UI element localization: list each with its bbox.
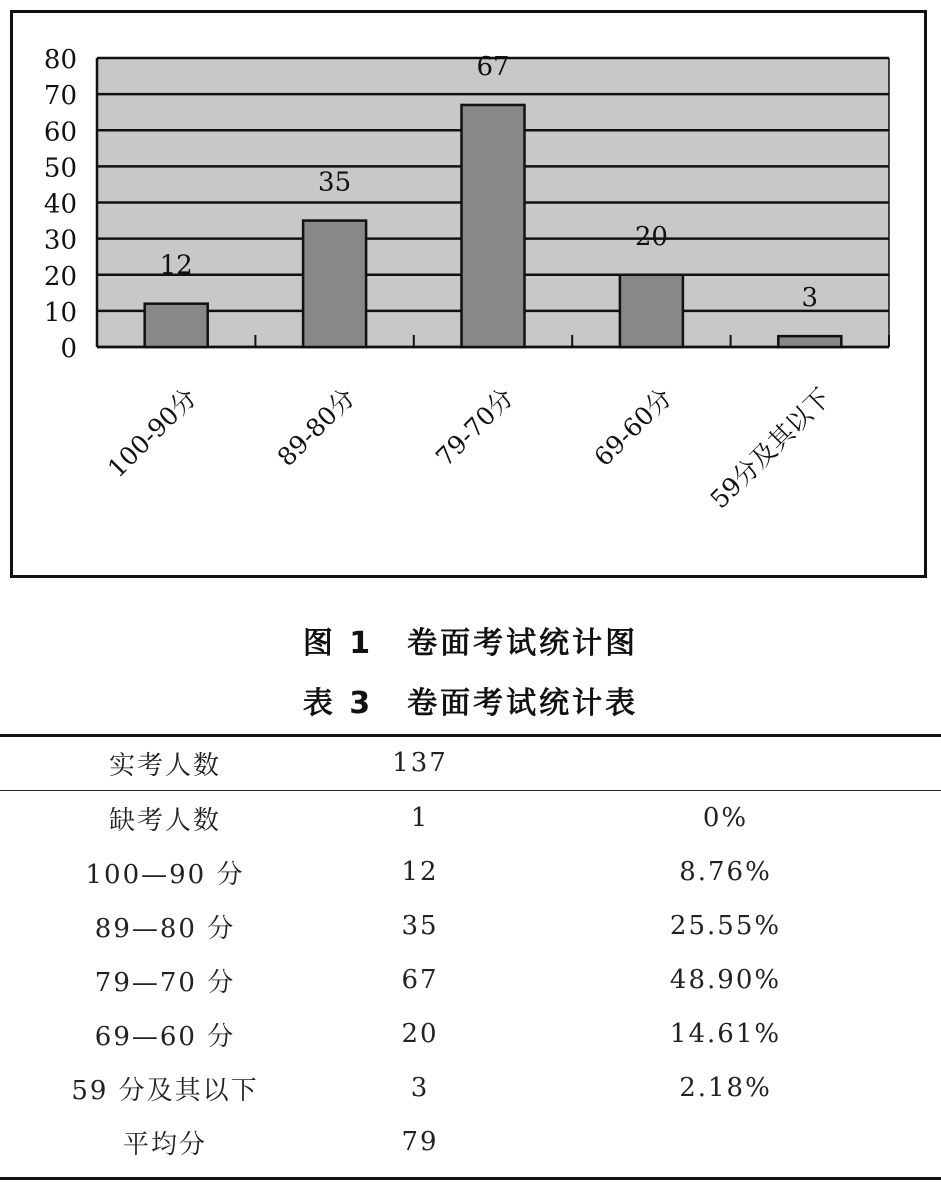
table-row: [0, 1115, 941, 1169]
table-row: [0, 953, 941, 1007]
row-label: 实考人数: [0, 736, 330, 791]
bar: [145, 304, 208, 347]
x-tick-label: 69-60分: [588, 382, 678, 472]
table-row: [0, 1061, 941, 1115]
data-label: 20: [634, 221, 668, 252]
figure-caption-number: 图 1: [302, 626, 374, 661]
y-tick-label: 0: [60, 334, 77, 364]
row-percent: 8.76%: [679, 857, 772, 887]
row-count: 1: [410, 803, 430, 833]
figure-caption-text: 卷面考试统计图: [407, 626, 639, 661]
y-tick-label: 30: [43, 225, 77, 256]
data-label: 3: [801, 283, 819, 314]
row-label: 平均分: [122, 1129, 207, 1160]
y-tick-label: 20: [43, 261, 77, 292]
row-label: 缺考人数: [108, 805, 221, 836]
row-percent: 14.61%: [669, 1019, 782, 1049]
row-count: 67: [401, 965, 439, 995]
row-percent: 25.55%: [669, 911, 782, 941]
bar: [462, 105, 525, 347]
row-label: 69—60 分: [94, 1021, 236, 1052]
table-row: [0, 1007, 941, 1061]
row-count: 79: [401, 1127, 439, 1157]
row-percent: 48.90%: [669, 965, 782, 995]
x-tick-label: 79-70分: [430, 382, 520, 472]
bar-chart: [13, 13, 924, 575]
data-label: 35: [318, 167, 352, 198]
y-tick-label: 40: [43, 189, 77, 220]
x-tick-label: 100-90分: [102, 382, 203, 484]
row-count: 20: [401, 1019, 439, 1049]
y-tick-label: 70: [43, 81, 77, 112]
row-percent: [510, 736, 941, 791]
y-tick-label: 10: [43, 297, 77, 328]
y-tick-label: 60: [43, 117, 77, 148]
row-label: 89—80 分: [94, 913, 236, 944]
figure-caption: [0, 618, 941, 662]
data-label: 67: [476, 51, 510, 82]
x-tick-label: 89-80分: [271, 382, 361, 472]
table-row: [0, 736, 941, 791]
chart-frame: [10, 10, 927, 578]
row-count: 3: [410, 1073, 430, 1103]
bar: [778, 336, 841, 347]
table-caption-number: 表 3: [302, 686, 374, 721]
x-tick-label: 59分及其以下: [704, 382, 837, 515]
row-count: 35: [401, 911, 439, 941]
y-tick-label: 80: [43, 45, 77, 75]
row-percent: 2.18%: [679, 1073, 772, 1103]
table-caption-text: 卷面考试统计表: [407, 686, 639, 721]
table-row: [0, 791, 941, 846]
row-label: 79—70 分: [94, 967, 236, 998]
table-row: [0, 845, 941, 899]
table-row: [0, 899, 941, 953]
row-count: 12: [401, 857, 439, 887]
data-label: 12: [159, 250, 193, 281]
table-bottom-rule: [0, 1177, 941, 1180]
row-label: 100—90 分: [85, 859, 245, 890]
bar: [303, 221, 366, 347]
stats-table: [0, 736, 941, 1169]
row-count: 137: [330, 736, 510, 791]
row-label: 59 分及其以下: [71, 1075, 259, 1106]
row-percent: [510, 1115, 941, 1169]
table-caption: [0, 678, 941, 722]
y-tick-label: 50: [43, 153, 77, 184]
bar: [620, 275, 683, 347]
row-percent: 0%: [702, 803, 749, 833]
